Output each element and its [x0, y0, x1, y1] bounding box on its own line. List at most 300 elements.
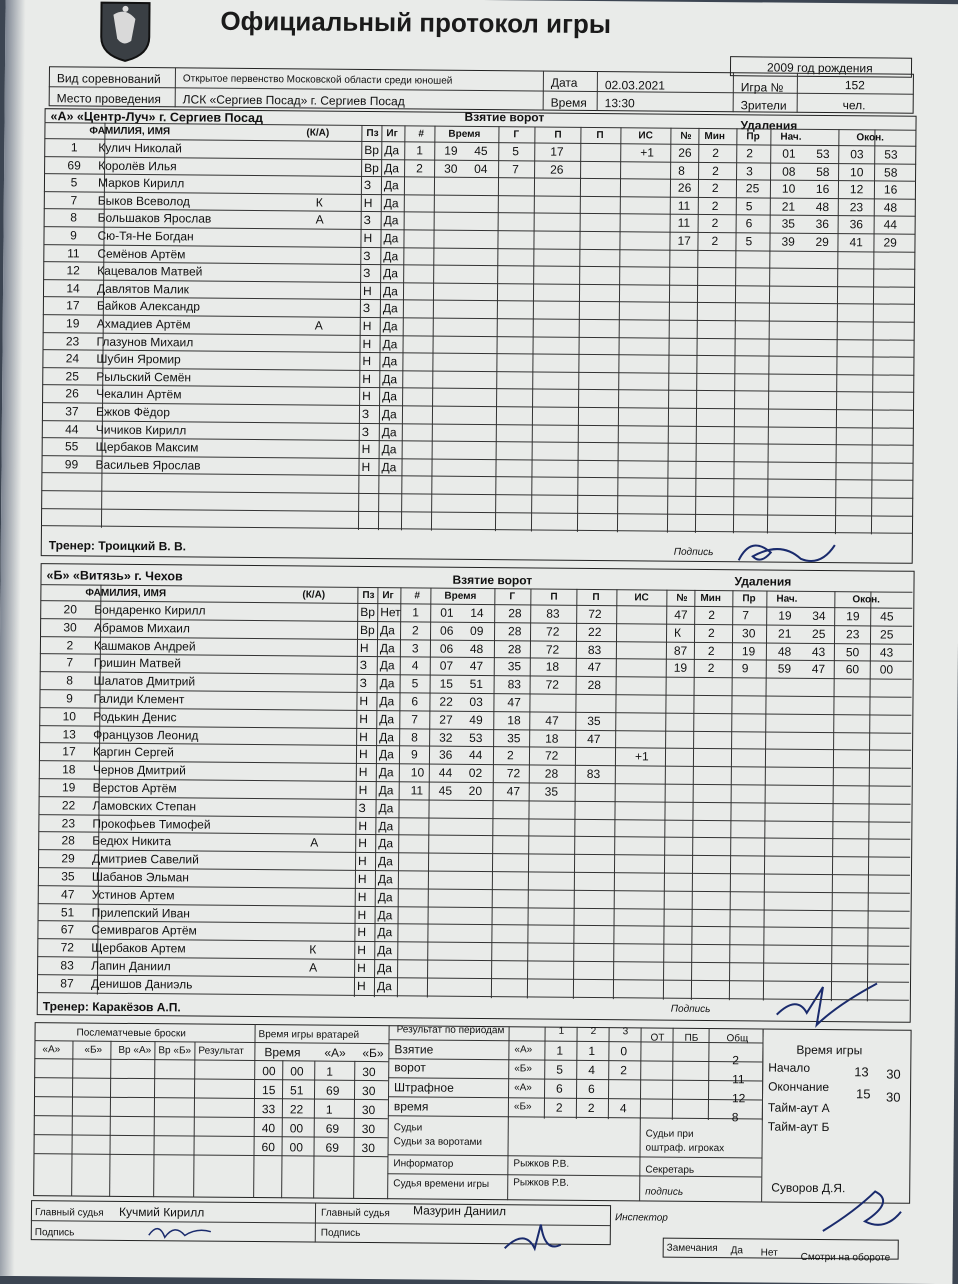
team_b-player-played: Да — [377, 907, 393, 922]
team_a-player-name: Ахмадиев Артём — [96, 316, 191, 332]
time-label: Время — [550, 95, 587, 110]
team_a-player-played: Да — [383, 248, 399, 263]
team_b-player-role: А — [310, 835, 319, 850]
team_b-goal-cell: 35 — [507, 659, 522, 674]
team_a-player-played: Да — [382, 354, 398, 369]
team_b-player-name: Бондаренко Кирилл — [94, 602, 206, 618]
team_b-player-pos: Н — [357, 925, 367, 940]
team_b-player-number: 20 — [63, 602, 77, 617]
team_b-penalty-cell: 2 — [707, 661, 715, 676]
team_a-penalty-cell: 2 — [712, 163, 719, 178]
team_b-goal-cell: 72 — [545, 642, 560, 657]
remarks-label: Замечания — [666, 1242, 718, 1255]
res-col-5: Общ — [726, 1033, 749, 1045]
team_a-player-played: Да — [382, 371, 398, 387]
team-b-signature — [767, 975, 888, 1036]
res-total: 11 — [732, 1072, 745, 1087]
team_a-col-p2: П — [596, 129, 604, 142]
team_a-player-played: Да — [383, 195, 399, 211]
team_a-player-name: Глазунов Михаил — [96, 334, 194, 350]
team_b-player-name: Лапин Даниил — [91, 958, 171, 974]
team_b-player-pos: Н — [358, 782, 368, 798]
team_a-col-is: ИС — [638, 130, 653, 142]
place-value: ЛСК «Сергиев Посад» г. Сергиев Посад — [182, 92, 405, 109]
team_b-penalty-cell: К — [674, 625, 682, 640]
team_a-player-pos: Вр — [364, 160, 379, 175]
team_b-goal-cell: 09 — [470, 623, 484, 638]
team_a-penalty-cell: 35 — [781, 217, 796, 232]
ref2-value: Мазурин Даниил — [412, 1203, 507, 1219]
secretary-signature — [815, 1181, 906, 1242]
pim-label-2: время — [393, 1099, 429, 1114]
team_a-col-no: № — [680, 130, 692, 142]
gk-cell: 30 — [361, 1083, 376, 1099]
team_b-player-name: Бедюх Никита — [92, 834, 172, 849]
team_b-player-pos: З — [359, 658, 368, 673]
gk-cell: 69 — [325, 1140, 339, 1155]
res-total: 2 — [732, 1053, 740, 1068]
gk-cell: 33 — [261, 1102, 276, 1117]
team_a-player-number: 25 — [65, 369, 80, 384]
team_b-player-played: Да — [377, 872, 393, 887]
team_b-col-okon: Окон. — [852, 594, 880, 606]
end-label: Окончание — [768, 1079, 830, 1095]
team_b-player-played: Да — [379, 658, 395, 673]
team_b-player-pos: Н — [358, 836, 367, 851]
team_b-player-pos: Н — [359, 640, 369, 655]
team_a-player-name: Васильев Ярослав — [95, 457, 201, 473]
team_b-player-pos: Вр — [360, 604, 375, 620]
team_a-player-number: 24 — [65, 351, 80, 366]
team_b-player-number: 9 — [66, 691, 73, 706]
team_a-player-number: 12 — [66, 263, 80, 278]
team_b-player-name: Прилепский Иван — [91, 905, 191, 921]
end-m: 30 — [885, 1089, 901, 1105]
team_a-goal-cell: 04 — [474, 161, 488, 176]
team_b-goal-cell: 06 — [440, 623, 454, 638]
team_b-player-played: Да — [378, 747, 394, 762]
start-label: Начало — [768, 1060, 811, 1075]
pim-label-1: Штрафное — [394, 1080, 454, 1095]
team_b-player-played: Да — [378, 800, 394, 816]
team_a-col-ig: Иг — [386, 128, 398, 140]
team_a-player-pos: З — [363, 178, 372, 193]
gk-cell: 00 — [290, 1064, 304, 1079]
team_a-player-number: 69 — [67, 157, 81, 173]
gk-cell: 22 — [289, 1102, 304, 1117]
team_a-penalty-cell: 2 — [711, 216, 719, 231]
team_b-goal-cell: 5 — [411, 676, 419, 691]
team_a-penalty-cell: 25 — [745, 181, 760, 196]
team_b-player-number: 83 — [60, 958, 74, 973]
team_a-col-ka: (К/А) — [306, 127, 330, 139]
team_b-penalty-cell: 48 — [777, 644, 792, 659]
team_a-col-pr: Пр — [746, 131, 760, 143]
team_b-col-p: П — [550, 591, 558, 603]
team_b-goal-cell: 2 — [412, 623, 419, 638]
team_b-goal-cell: 4 — [411, 658, 419, 673]
team_b-player-pos: Н — [357, 943, 367, 958]
team_a-penalty-cell: 48 — [883, 200, 898, 215]
team_a-player-pos: З — [362, 301, 371, 316]
team_b-goal-cell: 83 — [587, 642, 602, 657]
team_b-player-played: Да — [378, 818, 394, 833]
team_a-penalty-cell: 41 — [849, 235, 863, 250]
gk-label: Время игры вратарей — [258, 1029, 360, 1041]
res-total: 8 — [731, 1110, 739, 1125]
res-team: «Б» — [514, 1063, 532, 1075]
team_b-goal-cell: 83 — [546, 606, 560, 621]
team_a-penalty-cell: 5 — [745, 199, 753, 214]
end-h: 15 — [855, 1086, 871, 1102]
remarks-see: Смотри на обороте — [800, 1251, 891, 1264]
team-a-pens-heading: Удаления — [740, 118, 798, 133]
res-cell: 2 — [555, 1100, 563, 1115]
team_b-goal-cell: 8 — [411, 729, 418, 745]
gk-cell: 15 — [262, 1083, 276, 1098]
team_b-goal-cell: 14 — [470, 605, 484, 621]
team_b-goal-cell: 83 — [586, 767, 601, 782]
team_a-penalty-cell: 29 — [883, 235, 897, 250]
team_b-goal-cell: 35 — [544, 784, 559, 799]
team_a-player-number: 37 — [65, 404, 79, 419]
team_b-player-played: Да — [378, 836, 394, 851]
team_b-penalty-cell: 30 — [742, 626, 756, 641]
team_b-player-number: 13 — [62, 726, 76, 742]
team_a-penalty-cell: 36 — [815, 217, 830, 232]
team_b-goal-cell: 10 — [410, 765, 425, 780]
team_a-col-pz: Пз — [366, 127, 379, 140]
team_b-player-number: 10 — [62, 709, 77, 724]
gk-cell: 69 — [325, 1121, 340, 1136]
team_b-goal-cell: 28 — [544, 766, 559, 781]
team_a-player-number: 14 — [66, 281, 80, 296]
team_a-player-name: Кулич Николай — [98, 140, 182, 156]
team_b-player-number: 87 — [60, 976, 74, 991]
team_a-player-played: Да — [382, 301, 398, 316]
team-b-sign-label: Подпись — [670, 1003, 711, 1016]
team_a-col-okon: Окон. — [856, 132, 885, 144]
team_b-goal-cell: 06 — [439, 641, 454, 656]
team_b-goal-cell: 9 — [410, 747, 418, 762]
team_a-player-played: Да — [384, 160, 399, 175]
team_b-penalty-cell: 50 — [845, 644, 860, 659]
gk-col-1: «А» — [324, 1045, 346, 1060]
team_a-goal-cell: +1 — [640, 145, 655, 160]
team_a-goal-cell: 17 — [550, 144, 564, 159]
team-a-goals-heading: Взятие ворот — [464, 109, 545, 125]
team_a-player-pos: Н — [362, 283, 372, 298]
res-cell: 4 — [619, 1101, 627, 1116]
team_a-player-played: Да — [381, 407, 397, 422]
team_b-player-played: Да — [379, 640, 395, 655]
team_b-player-pos: Н — [359, 711, 369, 726]
team_b-penalty-cell: 59 — [777, 661, 792, 677]
team_a-penalty-cell: 3 — [746, 163, 753, 178]
team_b-player-name: Чернов Дмитрий — [92, 762, 186, 778]
shots-col-0: «А» — [42, 1044, 61, 1056]
team_a-penalty-cell: 26 — [678, 145, 692, 160]
team_a-penalty-cell: 6 — [745, 216, 753, 231]
team_a-player-number: 5 — [70, 175, 78, 190]
remarks-no: Нет — [760, 1247, 778, 1259]
team_b-penalty-cell: 2 — [708, 607, 715, 623]
team_a-player-played: Да — [383, 231, 399, 246]
team_b-goal-cell: 72 — [546, 624, 560, 639]
team_b-player-played: Да — [377, 961, 393, 976]
team_b-player-number: 29 — [61, 851, 75, 866]
team_a-player-name: Семёнов Артём — [97, 246, 186, 262]
team_b-goal-cell: 47 — [587, 731, 601, 746]
timeout-a: Тайм-аут А — [767, 1100, 830, 1116]
team_a-player-pos: З — [363, 266, 371, 281]
team_b-penalty-cell: 23 — [846, 626, 860, 642]
informer-label: Информатор — [393, 1158, 454, 1170]
gk-cell: 40 — [261, 1121, 276, 1136]
team_b-player-played: Да — [380, 622, 395, 638]
team_b-player-pos: З — [359, 676, 367, 691]
date-label: Дата — [550, 75, 578, 90]
team_a-penalty-cell: 44 — [883, 217, 898, 233]
ref2-label: Главный судья — [320, 1207, 390, 1220]
res-col-4: ПБ — [684, 1032, 699, 1044]
gk-cell: 51 — [290, 1083, 304, 1098]
team_a-player-number: 26 — [65, 386, 79, 401]
team_a-player-pos: З — [363, 248, 371, 263]
res-col-0: 1 — [558, 1025, 565, 1037]
team_b-goal-cell: 72 — [506, 766, 521, 781]
kind-value: Открытое первенство Московской области среди юношей — [182, 73, 453, 87]
ref1-label: Главный судья — [34, 1207, 104, 1219]
team_b-goal-cell: 27 — [439, 712, 453, 727]
team_b-player-pos: Н — [359, 693, 369, 709]
team_b-goal-cell: 03 — [469, 694, 483, 710]
team_a-penalty-cell: 2 — [711, 181, 719, 196]
team_a-penalty-cell: 2 — [711, 198, 719, 213]
team_b-goal-cell: 15 — [439, 676, 454, 691]
timekeeper-value: Рыжков Р.В. — [513, 1177, 570, 1189]
team-b-coach: Тренер: Каракёзов А.П. — [42, 999, 181, 1015]
team_a-player-name: Королёв Илья — [98, 158, 177, 173]
team_a-penalty-cell: 58 — [884, 165, 898, 180]
team_a-player-pos: Вр — [364, 142, 380, 158]
shots-col-3: Вр «Б» — [158, 1045, 192, 1057]
team_a-penalty-cell: 08 — [782, 164, 796, 179]
team_a-player-name: Байков Александр — [96, 299, 201, 314]
res-cell: 6 — [556, 1081, 563, 1096]
kind-label: Вид соревнований — [56, 71, 161, 87]
spect-label: Зрители — [740, 98, 787, 113]
gk-cell: 69 — [326, 1083, 340, 1098]
team_a-penalty-cell: 8 — [678, 163, 685, 178]
team_b-player-number: 22 — [61, 798, 76, 813]
team_b-penalty-cell: 19 — [846, 609, 860, 624]
team_b-goal-cell: 7 — [411, 712, 419, 727]
team_b-col-ka: (К/А) — [302, 589, 326, 601]
birth-year: 2009 год рождения — [766, 60, 873, 76]
team_a-player-played: Да — [384, 143, 400, 158]
team_b-goal-cell: 83 — [507, 677, 522, 692]
res-cell: 6 — [588, 1081, 595, 1097]
team_b-goal-cell: 36 — [438, 748, 453, 763]
team_b-penalty-cell: 43 — [879, 645, 894, 660]
team_a-player-played: Да — [382, 283, 398, 299]
team_b-goal-cell: 28 — [587, 678, 602, 693]
team_b-penalty-cell: 7 — [742, 608, 749, 623]
gk-cell: 1 — [326, 1064, 333, 1079]
res-cell: 2 — [620, 1063, 627, 1078]
team_b-goal-cell: 44 — [438, 765, 453, 780]
team_a-player-pos: З — [361, 406, 370, 422]
team_b-goal-cell: 35 — [507, 730, 521, 745]
team_b-player-number: 2 — [66, 637, 74, 653]
gk-cell: 60 — [261, 1140, 275, 1155]
team_a-player-role: А — [314, 318, 323, 333]
ref2-sign-label: Подпись — [320, 1227, 361, 1239]
team_a-player-played: Да — [381, 424, 397, 439]
team_a-penalty-cell: 48 — [815, 199, 830, 214]
team_b-goal-cell: 53 — [469, 730, 483, 745]
page-title: Официальный протокол игры — [220, 5, 612, 40]
team_b-goal-cell: 02 — [468, 766, 483, 781]
team_b-player-name: Каргин Сергей — [92, 745, 174, 760]
shots-col-1: «Б» — [84, 1044, 103, 1056]
team_b-player-pos: Вр — [360, 622, 375, 637]
ref2-signature — [495, 1218, 565, 1259]
team_a-penalty-cell: 5 — [745, 234, 753, 249]
team_a-player-played: Да — [382, 336, 398, 351]
team_b-goal-cell: 6 — [411, 694, 419, 709]
team_b-goal-cell: 01 — [440, 605, 454, 620]
team_a-player-pos: Н — [361, 459, 371, 474]
team_a-player-number: 11 — [67, 245, 80, 261]
team_b-goal-cell: 47 — [506, 784, 521, 799]
team_b-player-name: Кашмаков Андрей — [93, 638, 196, 654]
team_a-player-name: Марков Кирилл — [97, 175, 185, 191]
team_a-penalty-cell: 26 — [677, 180, 692, 196]
team_b-col-p2: П — [592, 591, 600, 604]
team_a-penalty-cell: 12 — [849, 182, 864, 197]
team_a-col-num: # — [418, 128, 425, 140]
team_b-penalty-cell: 19 — [673, 661, 688, 676]
res-cell: 5 — [556, 1062, 564, 1077]
team_b-player-pos: Н — [358, 765, 368, 780]
team_b-player-number: 28 — [61, 833, 75, 848]
goal-judges-label: Судьи за воротами — [393, 1136, 483, 1149]
team_b-player-name: Дмитриев Савелий — [92, 851, 199, 867]
team_b-player-number: 30 — [63, 620, 77, 635]
team_b-player-number: 19 — [61, 780, 76, 795]
res-cell: 1 — [588, 1043, 596, 1059]
team_a-player-played: Да — [381, 459, 397, 475]
res-team: «А» — [514, 1082, 532, 1094]
team_b-goal-cell: 72 — [545, 677, 560, 692]
secretary-sign-label: подпись — [645, 1186, 684, 1198]
team_b-player-name: Денишов Даниэль — [90, 976, 193, 992]
team_b-player-played: Нет — [380, 605, 401, 620]
team_b-player-played: Да — [379, 676, 395, 691]
team_b-player-played: Да — [379, 729, 395, 744]
res-team: «А» — [514, 1044, 533, 1056]
team_b-player-number: 17 — [62, 744, 76, 759]
team_a-goal-cell: 2 — [416, 161, 423, 176]
team_b-player-pos: Н — [357, 889, 367, 904]
team_b-goal-cell: 51 — [469, 677, 484, 692]
res-team: «Б» — [513, 1101, 532, 1113]
team_b-player-number: 51 — [60, 904, 75, 920]
team_a-penalty-cell: 16 — [815, 182, 830, 197]
team_a-goal-cell: 1 — [416, 143, 424, 158]
team_a-player-name: Щербаков Максим — [95, 439, 199, 455]
team_a-goal-cell: 26 — [550, 162, 564, 177]
goal-judges-label-1: Судьи — [393, 1122, 423, 1134]
team_b-player-name: Устинов Артем — [91, 887, 175, 903]
team_b-player-name: Абрамов Михаил — [94, 620, 190, 636]
team_b-player-played: Да — [377, 925, 393, 940]
gk-cell: 00 — [289, 1140, 303, 1155]
team-b-pens-heading: Удаления — [734, 574, 792, 589]
team_a-penalty-cell: 2 — [746, 146, 754, 161]
team_a-player-name: Сю-Тя-Не Богдан — [97, 228, 194, 244]
team_b-penalty-cell: 43 — [811, 644, 826, 659]
team-b-goals-heading: Взятие ворот — [452, 572, 533, 588]
team_b-player-number: 35 — [61, 869, 75, 884]
team_a-penalty-cell: 39 — [781, 234, 795, 249]
team_b-player-played: Да — [377, 943, 393, 958]
team_b-col-is: ИС — [634, 592, 649, 604]
gk-cell: 30 — [361, 1140, 375, 1156]
team_a-penalty-cell: 16 — [883, 182, 898, 197]
team_b-player-pos: З — [358, 800, 366, 815]
team_b-goal-cell: 44 — [468, 748, 483, 763]
team_a-player-pos: Н — [362, 354, 372, 369]
team_b-player-number: 67 — [60, 922, 75, 937]
team_b-goal-cell: 47 — [545, 713, 559, 728]
team_a-penalty-cell: 58 — [816, 164, 830, 179]
team_b-player-number: 18 — [62, 762, 76, 777]
res-col-2: 3 — [622, 1026, 629, 1038]
federation-logo — [97, 0, 154, 63]
team_b-player-pos: Н — [357, 960, 366, 976]
team_b-col-no: № — [676, 592, 688, 604]
timekeeper-label: Судья времени игры — [393, 1178, 490, 1191]
team_a-player-name: Давлятов Малик — [96, 281, 190, 297]
team_a-player-played: Да — [383, 178, 399, 193]
team_a-goal-cell: 30 — [444, 161, 458, 176]
team_b-goal-cell: 72 — [544, 748, 559, 764]
team_b-player-number: 23 — [61, 815, 76, 831]
shots-col-2: Вр «А» — [118, 1044, 152, 1057]
pen-judges-label: Судьи при оштраф. игроках — [645, 1128, 725, 1155]
res-total: 12 — [731, 1091, 746, 1106]
place-label: Место проведения — [56, 91, 161, 107]
team_a-penalty-cell: 11 — [677, 198, 691, 213]
team_b-col-pr: Пр — [742, 593, 756, 605]
team_b-player-role: К — [309, 942, 317, 957]
team_a-player-played: Да — [383, 266, 399, 281]
shots-col-4: Результат — [198, 1045, 244, 1057]
team_a-player-name: Чекалин Артём — [96, 387, 182, 402]
res-cell: 2 — [587, 1100, 595, 1116]
team_a-penalty-cell: 11 — [677, 216, 691, 231]
team_b-player-played: Да — [379, 694, 395, 709]
team_b-player-name: Верстов Артём — [92, 780, 177, 796]
team_b-penalty-cell: 00 — [879, 662, 894, 677]
goals-label-1: Взятие — [394, 1042, 434, 1057]
team_a-player-pos: З — [363, 213, 371, 228]
team_a-penalty-cell: 36 — [849, 217, 864, 232]
team_b-player-played: Да — [376, 978, 392, 994]
